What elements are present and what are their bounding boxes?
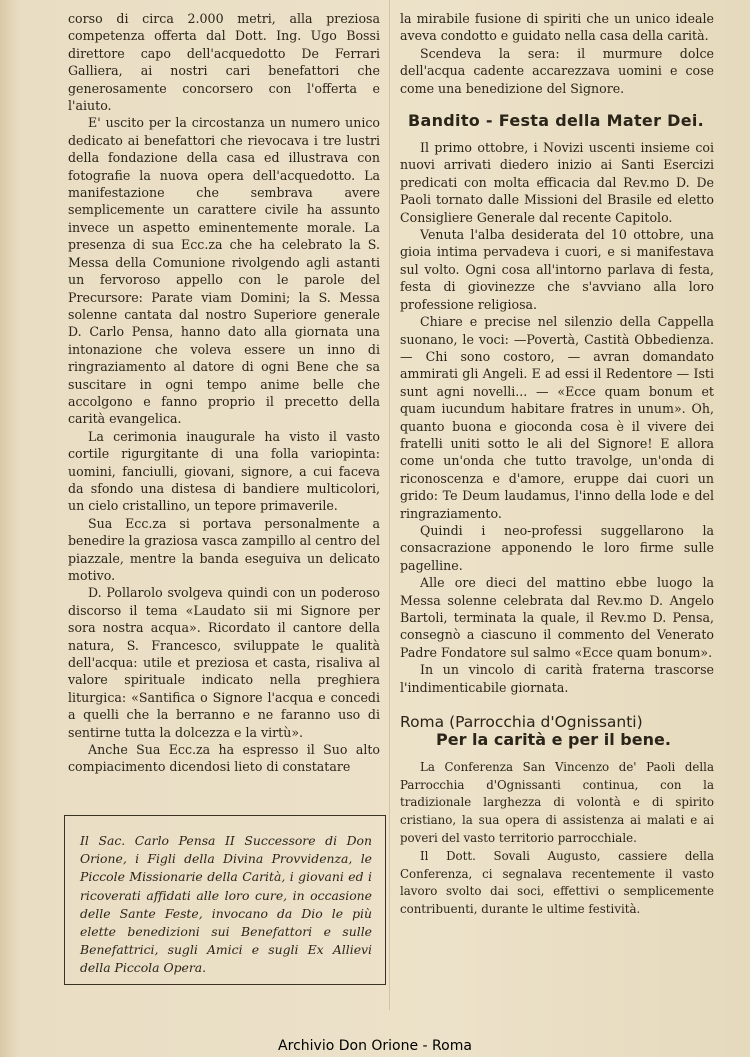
section-heading-roma: Roma (Parrocchia d'Ognissanti) bbox=[400, 713, 643, 732]
paragraph: Chiare e precise nel silenzio della Cappella suonano, le voci: —Povertà, Castità Obbedienza. — Chi sono costoro, — avran domandato ammirati gli Angeli. E ad essi il Redentore — Isti sunt agni novelli... — «Ecce quam bonum et quam iucundum habitare fratres in unum». Oh, quanto buona e gioconda cosa è il vivere dei fratelli uniti sotto le ali del Signore! E allora come un'onda che tutto travolge, un'onda di riconoscenza e d'amore, eruppe dai cuori un grido: Te Deum laudamus, l'inno della lode e del ringraziamento. bbox=[400, 314, 714, 521]
left-column bbox=[68, 10, 380, 776]
paragraph: Quindi i neo-professi suggellarono la consacrazione apponendo le loro firme sulle pagelline. bbox=[400, 522, 714, 573]
paragraph: Sua Ecc.za si portava personalmente a benedire la graziosa vasca zampillo al centro del piazzale, mentre la banda eseguiva un delicato motivo. bbox=[68, 515, 380, 583]
section-subheading-carita: Per la carità e per il bene. bbox=[436, 730, 671, 750]
greeting-box-text: Il Sac. Carlo Pensa II Successore di Don Orione, i Figli della Divina Provvidenza, le Piccole Missionarie della Carità, i giovani ed i ricoverati affidati alle loro cure, in occasione delle Sante Feste, invocano da Dio le più elette benedizioni sui Benefattori e sulle Benefattrici, sugli Amici e sugli Ex Allievi della Piccola Opera. bbox=[80, 833, 372, 976]
paragraph: La cerimonia inaugurale ha visto il vasto cortile rigurgitante di una folla variopinta: uomini, fanciulli, giovani, signore, a cui faceva da sfondo una distesa di bandiere multicolori, un cielo cristallino, un tepore primaverile. bbox=[68, 428, 380, 514]
archive-watermark: Archivio Don Orione - Roma bbox=[278, 1038, 472, 1054]
paragraph: Anche Sua Ecc.za ha espresso il Suo alto compiacimento dicendosi lieto di constatare bbox=[68, 742, 380, 775]
paragraph: La Conferenza San Vincenzo de' Paoli della Parrocchia d'Ognissanti continua, con la tradizionale larghezza di volontà e di spirito cristiano, la sua opera di assistenza ai malati e ai poveri del vasto territorio parrocchiale. bbox=[400, 759, 714, 846]
paragraph: Il Dott. Sovali Augusto, cassiere della Conferenza, ci segnalava recentemente il vasto lavoro svolto dai soci, effettivi o semplicemente contribuenti, durante le ultime festività. bbox=[400, 848, 714, 917]
paragraph: Scendeva la sera: il murmure dolce dell'acqua cadente accarezzava uomini e cose come una benedizione del Signore. bbox=[400, 45, 714, 96]
paragraph: Alle ore dieci del mattino ebbe luogo la Messa solenne celebrata dal Rev.mo D. Angelo Bartoli, terminata la quale, il Rev.mo D. Pensa, consegnò a ciascuno il commento del Venerato Padre Fondatore sul salmo «Ecce quam bonum». bbox=[400, 575, 714, 660]
paragraph: la mirabile fusione di spiriti che un unico ideale aveva condotto e guidato nella casa della carità. bbox=[400, 11, 714, 44]
paragraph: Venuta l'alba desiderata del 10 ottobre, una gioia intima pervadeva i cuori, e si manifestava sul volto. Ogni cosa all'intorno parlava di festa, festa di giovinezze che s'avviano alla loro professione religiosa. bbox=[400, 227, 714, 312]
paragraph: Il primo ottobre, i Novizi uscenti insieme coi nuovi arrivati diedero inizio ai Santi Esercizi predicati con molta efficacia dal Rev.mo D. De Paoli tornato dalle Missioni del Brasile ed eletto Consigliere Generale dal recente Capitolo. bbox=[400, 140, 714, 225]
paragraph: E' uscito per la circostanza un numero unico dedicato ai benefattori che rievocava i tre lustri della fondazione della casa ed illustrava con fotografie la nuova opera dell'acquedotto. La manifestazione che sembrava avere semplicemente un carattere civile ha assunto invece un aspetto eminentemente morale. La presenza di sua Ecc.za che ha celebrato la S. Messa della Comunione rivolgendo agli astanti un fervoroso appello con le parole del Precursore: Parate viam Domini; la S. Messa solenne cantata dal nostro Superiore generale D. Carlo Pensa, hanno dato alla giornata una intonazione che voleva essere un inno di ringraziamento al datore di ogni Bene che sa suscitare in ogni tempo anime belle che accolgono e fanno proprio il precetto della carità evangelica. bbox=[68, 115, 380, 427]
right-column bbox=[400, 10, 714, 919]
paragraph: corso di circa 2.000 metri, alla preziosa competenza offerta dal Dott. Ing. Ugo Bossi direttore capo dell'acquedotto De Ferrari Galliera, ai nostri cari benefattori che generosamente concorsero con l'offerta e l'aiuto. bbox=[68, 11, 380, 114]
paragraph: D. Pollarolo svolgeva quindi con un poderoso discorso il tema «Laudato sii mi Signore per sora nostra acqua». Ricordato il cantore della natura, S. Francesco, sviluppate le qualità dell'acqua: utile et preziosa et casta, risaliva al valore spirituale indicato nella preghiera liturgica: «Santifica o Signore l'acqua e concedi a quelli che la berranno e ne faranno uso di sentirne tutta la dolcezza e la virtù». bbox=[68, 585, 380, 740]
section-heading-bandito: Bandito - Festa della Mater Dei. bbox=[408, 111, 705, 131]
column-divider bbox=[389, 0, 390, 1010]
paragraph: In un vincolo di carità fraterna trascorse l'indimenticabile giornata. bbox=[400, 662, 714, 695]
